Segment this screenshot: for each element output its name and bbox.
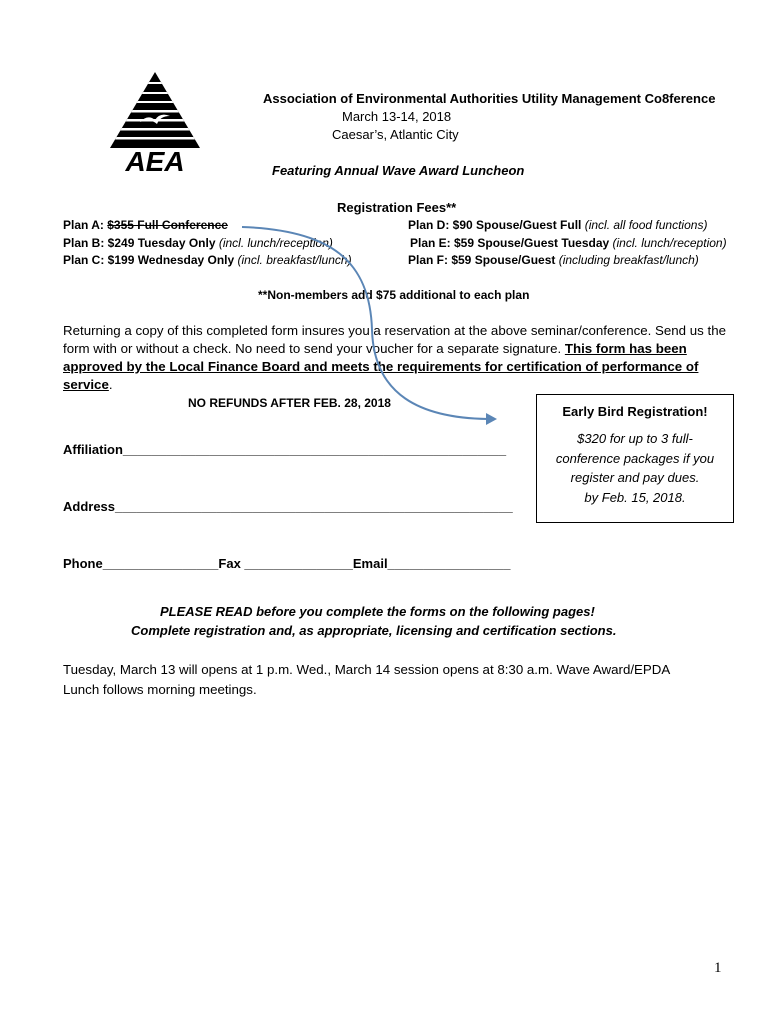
plan-a — [63, 218, 228, 232]
schedule-note: Tuesday, March 13 will opens at 1 p.m. Wed., March 14 session opens at 8:30 a.m. Wave Award/EPDA Lunch follows morning meetings. — [63, 662, 670, 697]
page-number: 1 — [714, 960, 722, 976]
email-field[interactable]: Email_________________ — [352, 556, 511, 571]
logo-triangle — [100, 70, 210, 150]
plan-f-note: (including breakfast/lunch) — [555, 253, 699, 267]
plan-c-note: (incl. breakfast/lunch) — [234, 253, 352, 267]
complete-registration: Complete registration and, as appropriate, licensing and certification sections. — [131, 623, 617, 638]
featuring-line: Featuring Annual Wave Award Luncheon — [272, 163, 525, 178]
early-bird-box — [536, 394, 734, 523]
plan-b — [63, 236, 333, 250]
plan-b-note: (incl. lunch/reception) — [215, 236, 333, 250]
affiliation-field[interactable]: Affiliation_____________________________________________________ — [63, 442, 507, 457]
logo-text: AEA — [125, 146, 185, 175]
plan-d-note: (incl. all food functions) — [581, 218, 708, 232]
instructions-paragraph — [63, 322, 735, 394]
plan-f — [408, 253, 699, 267]
early-bird-title: Early Bird Registration! — [562, 404, 708, 419]
para-text: Returning a copy of this completed form insures you a reservation at the above seminar/conference. Send us the form with or without a check. No need to send your voucher for a separate signature. — [63, 323, 726, 356]
plan-d — [408, 218, 707, 232]
early-bird-details — [537, 429, 733, 507]
please-read: PLEASE READ before you complete the forms on the following pages! — [160, 604, 595, 619]
plan-a-price: $355 Full Conference — [107, 218, 228, 232]
early-bird-line2: conference packages if you — [555, 450, 715, 466]
plan-b-label: Plan B: $249 Tuesday Only — [63, 236, 216, 250]
plan-a-label: Plan A: — [63, 218, 108, 232]
plan-e-label: Plan E: $59 Spouse/Guest Tuesday — [410, 236, 610, 250]
plan-e-note: (incl. lunch/reception) — [609, 236, 727, 250]
plan-e — [410, 236, 727, 250]
non-members-note: **Non-members add $75 additional to each plan — [258, 288, 530, 302]
event-venue: Caesar’s, Atlantic City — [332, 127, 459, 142]
plan-d-label: Plan D: $90 Spouse/Guest Full — [408, 218, 582, 232]
aea-logo — [100, 70, 210, 175]
arrowhead-icon — [486, 413, 497, 425]
plan-f-label: Plan F: $59 Spouse/Guest — [408, 253, 556, 267]
early-bird-line1: $320 for up to 3 full- — [577, 431, 693, 446]
no-refunds: NO REFUNDS AFTER FEB. 28, 2018 — [188, 396, 391, 410]
event-dates: March 13-14, 2018 — [342, 109, 452, 124]
fees-heading: Registration Fees** — [337, 200, 457, 215]
address-field[interactable]: Address_______________________________________________________ — [63, 499, 513, 514]
phone-field[interactable]: Phone________________ — [63, 556, 219, 571]
plan-c — [63, 253, 352, 267]
plan-c-label: Plan C: $199 Wednesday Only — [63, 253, 235, 267]
early-bird-line3: register and pay dues. — [570, 470, 700, 485]
org-title: Association of Environmental Authorities Utility Management Co8ference — [263, 91, 716, 106]
early-bird-line4: by Feb. 15, 2018. — [584, 489, 686, 505]
para-approval: This form has been approved by the Local Finance Board and meets the requirements for certification of performance of service — [63, 341, 699, 392]
fax-field[interactable]: Fax _______________ — [218, 556, 353, 571]
contact-row — [63, 556, 510, 571]
para-end: . — [108, 377, 113, 392]
